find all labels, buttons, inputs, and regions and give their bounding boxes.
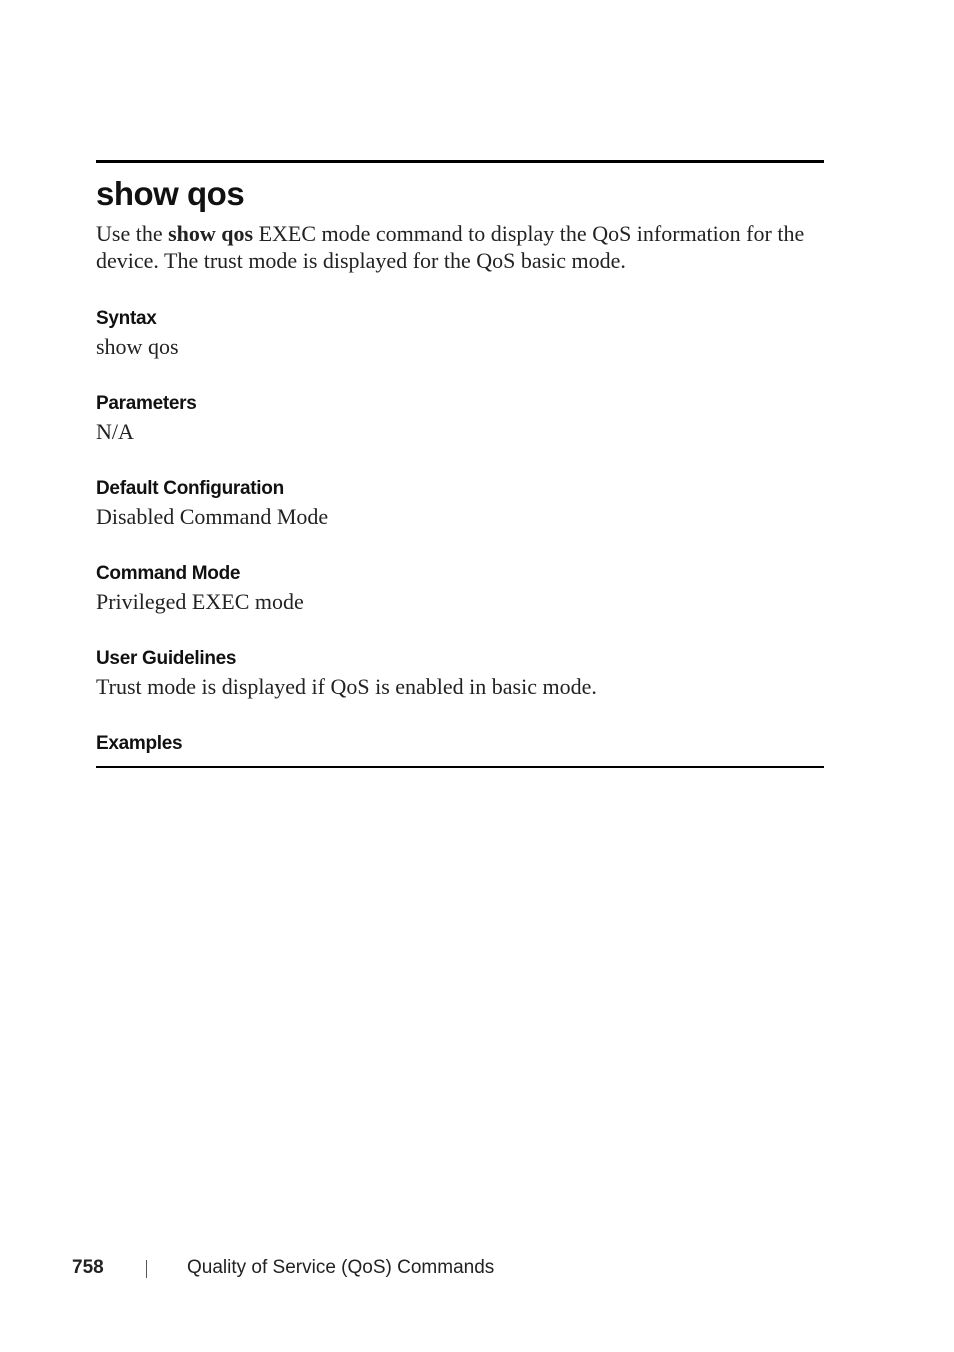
page-number: 758 [72,1257,104,1278]
default-configuration-section [96,477,824,530]
intro-command: show qos [168,221,254,246]
examples-heading: Examples [96,733,183,754]
command-mode-section [96,562,824,615]
command-mode-body: Privileged EXEC mode [96,589,304,614]
chapter-title: Quality of Service (QoS) Commands [187,1257,495,1278]
parameters-heading: Parameters [96,393,197,414]
parameters-body: N/A [96,419,134,444]
syntax-heading: Syntax [96,308,157,329]
default-configuration-heading: Default Configuration [96,478,284,499]
parameters-section [96,392,824,445]
page-footer [0,1256,954,1282]
intro-text-start: Use the [96,221,169,246]
examples-rule [96,766,824,768]
footer-divider [146,1260,147,1278]
command-mode-heading: Command Mode [96,563,241,584]
syntax-section [96,307,824,360]
top-rule [96,160,824,163]
user-guidelines-heading: User Guidelines [96,648,237,669]
default-configuration-body: Disabled Command Mode [96,504,329,529]
user-guidelines-section [96,647,824,700]
intro-text-end: EXEC mode command to display the QoS information for the device. The trust mode is displayed for the QoS basic mode. [96,221,805,273]
user-guidelines-body: Trust mode is displayed if QoS is enabled in basic mode. [96,674,597,699]
intro-paragraph [96,220,831,274]
page-title: show qos [96,175,245,212]
examples-section [96,732,824,756]
syntax-body: show qos [96,334,179,359]
